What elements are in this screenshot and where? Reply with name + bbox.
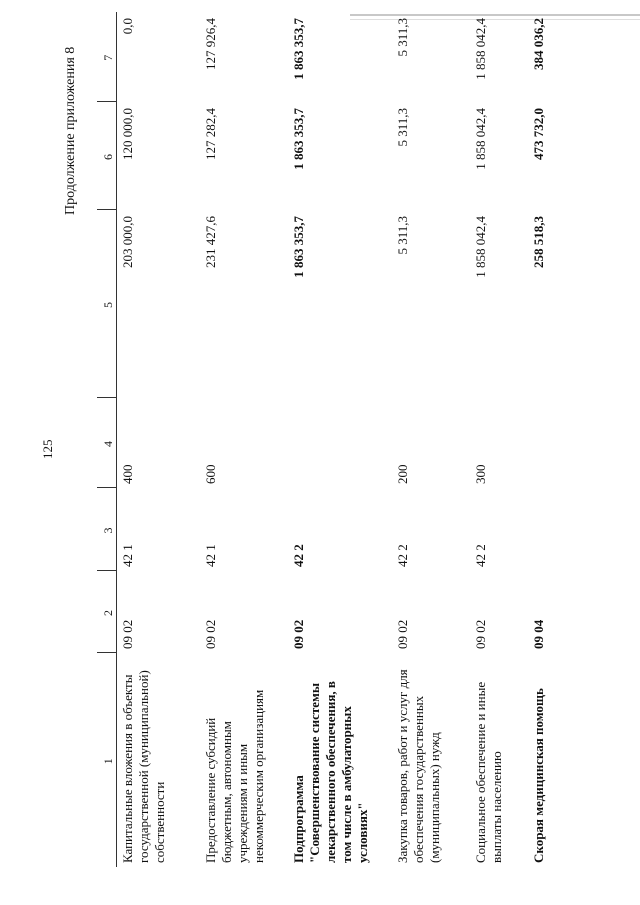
header-cell: 5 [97, 210, 117, 398]
row-name: Капитальные вложения в объекты государственной (муниципальной) собственности [120, 670, 167, 863]
table-row [392, 12, 470, 867]
row-value-7: 1 863 353,7 [290, 18, 306, 80]
header-cell: 2 [97, 571, 117, 653]
row-program: 42 2 [472, 544, 488, 567]
table-row [117, 12, 200, 867]
row-value-7: 5 311,3 [394, 18, 410, 57]
header-cell: 7 [97, 12, 117, 102]
row-name: Социальное обеспечение и иные выплаты населению [472, 681, 504, 863]
row-kind [528, 398, 568, 488]
row-value-7: 1 858 042,4 [472, 18, 488, 80]
row-code: 09 04 [530, 619, 546, 649]
row-kind: 400 [120, 464, 135, 484]
row-code: 09 02 [394, 619, 410, 649]
row-kind: 200 [394, 464, 410, 484]
table-row-section [528, 12, 568, 867]
header-row [97, 12, 117, 867]
row-name: Подпрограмма "Совершенствование системы лекарственного обеспечения, в том числе в амбулаторных условиях" [290, 681, 370, 863]
row-value-7: 0,0 [120, 18, 135, 35]
row-value-7: 127 926,4 [202, 18, 218, 70]
table-row [200, 12, 288, 867]
budget-table [97, 12, 568, 867]
row-program: 42 2 [394, 544, 410, 567]
row-kind [288, 398, 392, 488]
row-kind: 600 [202, 464, 218, 484]
row-kind: 300 [472, 464, 488, 484]
row-code: 09 02 [472, 619, 488, 649]
row-value-7: 384 036,2 [530, 18, 546, 70]
row-program [528, 488, 568, 571]
row-value-5: 231 427,6 [202, 216, 218, 268]
header-cell: 4 [97, 398, 117, 488]
row-value-5: 1 863 353,7 [290, 216, 306, 278]
header-cell: 3 [97, 488, 117, 571]
row-program: 42 1 [120, 544, 135, 567]
row-name: Предоставление субсидий бюджетным, автономным учреждениям и иным некоммерческим организациям [202, 689, 266, 863]
row-value-5: 5 311,3 [394, 216, 410, 255]
header-cell: 6 [97, 102, 117, 210]
header-cell: 1 [97, 653, 117, 867]
row-name: Скорая медицинская помощь [530, 688, 546, 863]
continuation-title: Продолжение приложения 8 [63, 46, 78, 215]
row-code: 09 02 [120, 619, 135, 649]
row-value-6: 1 858 042,4 [472, 108, 488, 170]
table-row [470, 12, 528, 867]
row-value-5: 258 518,3 [530, 216, 546, 268]
row-value-6: 5 311,3 [394, 108, 410, 147]
row-program: 42 2 [290, 544, 306, 567]
row-value-5: 203 000,0 [120, 216, 135, 268]
row-code: 09 02 [290, 619, 306, 649]
row-code: 09 02 [202, 619, 218, 649]
row-program: 42 1 [202, 544, 218, 567]
row-value-6: 1 863 353,7 [290, 108, 306, 170]
page-number: 125 [40, 439, 55, 459]
row-value-6: 127 282,4 [202, 108, 218, 160]
row-value-5: 1 858 042,4 [472, 216, 488, 278]
table-row-subprogram [288, 12, 392, 867]
row-value-6: 473 732,0 [530, 108, 546, 160]
row-name: Закупка товаров, работ и услуг для обеспечения государственных (муниципальных) нужд [394, 669, 442, 863]
row-value-6: 120 000,0 [120, 108, 135, 160]
